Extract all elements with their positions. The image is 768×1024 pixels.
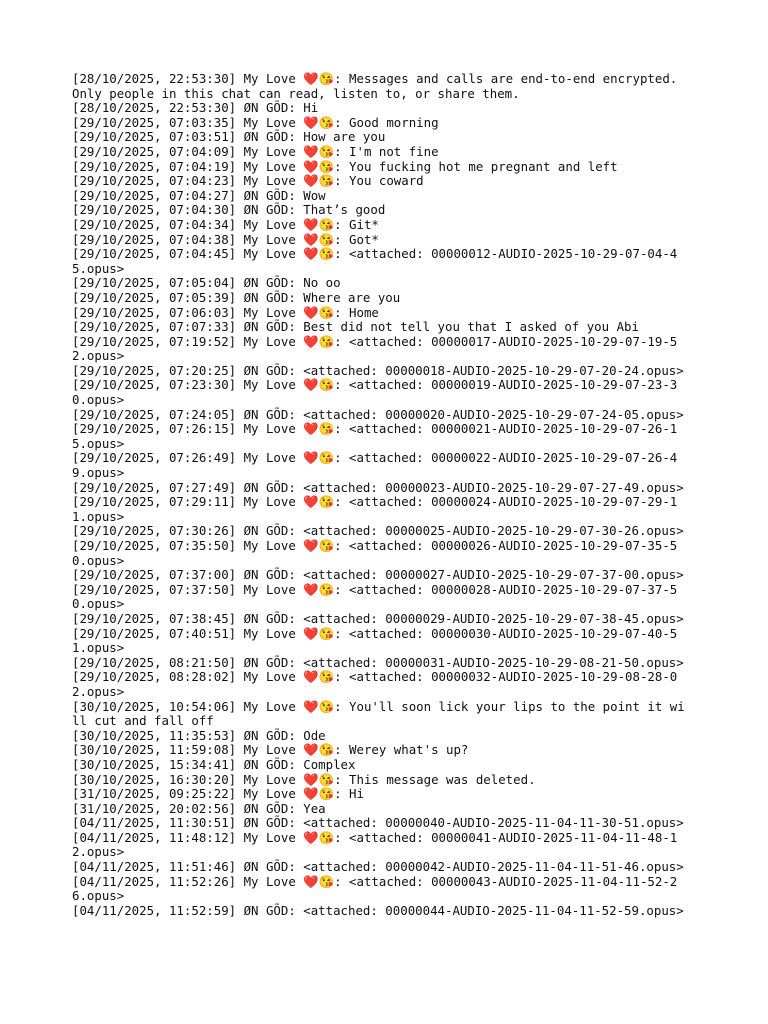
chat-message-line: [29/10/2025, 08:21:50] ØN GÕD: <attached: 00000031-AUDIO-2025-10-29-08-21-50.opus> [72, 654, 684, 670]
chat-message-line: [29/10/2025, 07:03:35] My Love ❤️😘: Good morning [72, 114, 439, 130]
chat-message-line: [29/10/2025, 07:05:39] ØN GÕD: Where are you [72, 289, 401, 305]
chat-message-line: [29/10/2025, 07:04:09] My Love ❤️😘: I'm not fine [72, 143, 439, 159]
chat-message-line: [29/10/2025, 07:04:38] My Love ❤️😘: Got* [72, 231, 379, 247]
chat-message-line: [30/10/2025, 10:54:06] My Love ❤️😘: You'll soon lick your lips to the point it will cut and fall off [72, 698, 685, 729]
chat-message-line: [29/10/2025, 07:27:49] ØN GÕD: <attached: 00000023-AUDIO-2025-10-29-07-27-49.opus> [72, 479, 684, 495]
chat-message-line: [29/10/2025, 07:04:19] My Love ❤️😘: You fucking hot me pregnant and left [72, 158, 618, 174]
chat-message-line: [31/10/2025, 20:02:56] ØN GÕD: Yea [72, 800, 326, 816]
chat-message-line: [29/10/2025, 08:28:02] My Love ❤️😘: <attached: 00000032-AUDIO-2025-10-29-08-28-02.opus> [72, 669, 678, 699]
chat-message-line: [29/10/2025, 07:04:34] My Love ❤️😘: Git* [72, 216, 379, 232]
chat-message-line: [29/10/2025, 07:26:15] My Love ❤️😘: <attached: 00000021-AUDIO-2025-10-29-07-26-15.opus> [72, 421, 678, 451]
chat-message-line: [30/10/2025, 11:35:53] ØN GÕD: Ode [72, 727, 326, 743]
chat-message-line: [31/10/2025, 09:25:22] My Love ❤️😘: Hi [72, 786, 364, 802]
chat-message-line: [04/11/2025, 11:52:26] My Love ❤️😘: <attached: 00000043-AUDIO-2025-11-04-11-52-26.opus> [72, 873, 678, 904]
chat-message-line: [04/11/2025, 11:30:51] ØN GÕD: <attached: 00000040-AUDIO-2025-11-04-11-30-51.opus> [72, 815, 684, 831]
chat-message-line: [29/10/2025, 07:07:33] ØN GÕD: Best did not tell you that I asked of you Abi [72, 319, 639, 335]
chat-message-line: [29/10/2025, 07:03:51] ØN GÕD: How are you [72, 129, 386, 145]
chat-message-line: [30/10/2025, 11:59:08] My Love ❤️😘: Werey what's up? [72, 742, 469, 758]
chat-message-line: [29/10/2025, 07:04:30] ØN GÕD: That’s good [72, 202, 386, 218]
chat-message-line: [04/11/2025, 11:52:59] ØN GÕD: <attached: 00000044-AUDIO-2025-11-04-11-52-59.opus> [72, 902, 684, 918]
chat-log-page [72, 72, 692, 918]
chat-message-line: [29/10/2025, 07:30:26] ØN GÕD: <attached: 00000025-AUDIO-2025-10-29-07-30-26.opus> [72, 523, 684, 539]
chat-message-line: [29/10/2025, 07:06:03] My Love ❤️😘: Home [72, 304, 379, 320]
chat-message-line: [30/10/2025, 16:30:20] My Love ❤️😘: This message was deleted. [72, 771, 536, 787]
chat-message-line: [29/10/2025, 07:35:50] My Love ❤️😘: <attached: 00000026-AUDIO-2025-10-29-07-35-50.opus> [72, 538, 678, 568]
chat-message-line: [29/10/2025, 07:23:30] My Love ❤️😘: <attached: 00000019-AUDIO-2025-10-29-07-23-30.opus> [72, 377, 678, 408]
chat-message-line: [29/10/2025, 07:24:05] ØN GÕD: <attached: 00000020-AUDIO-2025-10-29-07-24-05.opus> [72, 406, 684, 422]
chat-message-line: [28/10/2025, 22:53:30] My Love ❤️😘: Messages and calls are end-to-end encrypted. Only people in this chat can read, listen to, or share them. [72, 71, 685, 101]
chat-message-line: [29/10/2025, 07:04:45] My Love ❤️😘: <attached: 00000012-AUDIO-2025-10-29-07-04-45.opus> [72, 246, 678, 276]
chat-message-line: [29/10/2025, 07:38:45] ØN GÕD: <attached: 00000029-AUDIO-2025-10-29-07-38-45.opus> [72, 610, 684, 626]
chat-message-line: [29/10/2025, 07:20:25] ØN GÕD: <attached: 00000018-AUDIO-2025-10-29-07-20-24.opus> [72, 362, 684, 378]
chat-message-line: [29/10/2025, 07:19:52] My Love ❤️😘: <attached: 00000017-AUDIO-2025-10-29-07-19-52.opus> [72, 333, 678, 364]
chat-message-line: [29/10/2025, 07:05:04] ØN GÕD: No oo [72, 275, 341, 291]
chat-message-line: [04/11/2025, 11:51:46] ØN GÕD: <attached: 00000042-AUDIO-2025-11-04-11-51-46.opus> [72, 859, 684, 875]
chat-message-line: [29/10/2025, 07:37:50] My Love ❤️😘: <attached: 00000028-AUDIO-2025-10-29-07-37-50.opus> [72, 581, 678, 612]
chat-log [72, 72, 692, 918]
chat-message-line: [29/10/2025, 07:04:27] ØN GÕD: Wow [72, 187, 326, 203]
chat-message-line: [29/10/2025, 07:04:23] My Love ❤️😘: You coward [72, 173, 424, 189]
chat-message-line: [04/11/2025, 11:48:12] My Love ❤️😘: <attached: 00000041-AUDIO-2025-11-04-11-48-12.opus> [72, 829, 678, 860]
chat-message-line: [29/10/2025, 07:37:00] ØN GÕD: <attached: 00000027-AUDIO-2025-10-29-07-37-00.opus> [72, 567, 684, 583]
chat-message-line: [28/10/2025, 22:53:30] ØN GÕD: Hi [72, 100, 319, 116]
chat-message-line: [29/10/2025, 07:26:49] My Love ❤️😘: <attached: 00000022-AUDIO-2025-10-29-07-26-49.opus> [72, 450, 678, 481]
chat-message-line: [29/10/2025, 07:29:11] My Love ❤️😘: <attached: 00000024-AUDIO-2025-10-29-07-29-11.opus> [72, 494, 678, 524]
chat-message-line: [30/10/2025, 15:34:41] ØN GÕD: Complex [72, 756, 356, 772]
chat-message-line: [29/10/2025, 07:40:51] My Love ❤️😘: <attached: 00000030-AUDIO-2025-10-29-07-40-51.opus> [72, 625, 678, 656]
